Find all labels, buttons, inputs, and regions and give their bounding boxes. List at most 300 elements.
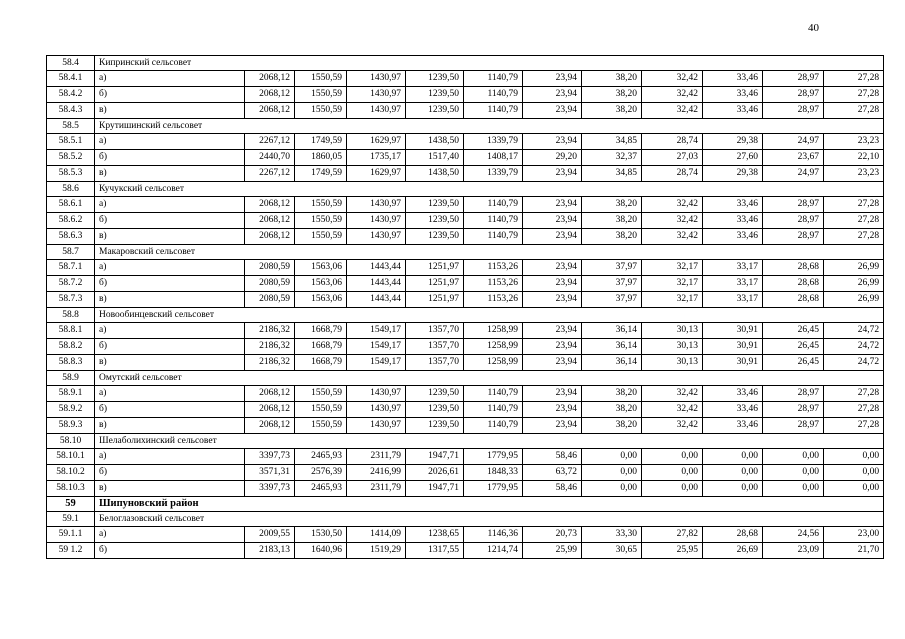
value-cell: 23,94 (523, 71, 582, 87)
value-cell: 1258,99 (464, 339, 523, 355)
value-cell: 27,28 (824, 71, 884, 87)
value-cell: 1140,79 (464, 71, 523, 87)
value-cell: 1563,06 (295, 292, 347, 308)
value-cell: 33,46 (703, 386, 763, 402)
value-cell: 1640,96 (295, 543, 347, 559)
value-cell: 1550,59 (295, 386, 347, 402)
row-code: 58.4.1 (47, 71, 95, 87)
section-header-row (47, 434, 884, 449)
row-code: 58.4.2 (47, 87, 95, 103)
value-cell: 1629,97 (347, 166, 406, 182)
value-cell: 1848,33 (464, 465, 523, 481)
table-row (47, 213, 884, 229)
district-header-row (47, 497, 884, 512)
section-name: Кучукский сельсовет (95, 182, 884, 197)
row-subitem: б) (95, 276, 245, 292)
value-cell: 23,94 (523, 276, 582, 292)
row-subitem: а) (95, 323, 245, 339)
row-code: 58.7.1 (47, 260, 95, 276)
value-cell: 28,97 (763, 386, 824, 402)
value-cell: 24,56 (763, 527, 824, 543)
value-cell: 33,46 (703, 87, 763, 103)
value-cell: 32,42 (642, 402, 703, 418)
value-cell: 0,00 (703, 481, 763, 497)
value-cell: 26,99 (824, 260, 884, 276)
value-cell: 1550,59 (295, 103, 347, 119)
value-cell: 26,99 (824, 292, 884, 308)
value-cell: 24,72 (824, 323, 884, 339)
value-cell: 1779,95 (464, 481, 523, 497)
value-cell: 2267,12 (245, 166, 295, 182)
table-row (47, 150, 884, 166)
value-cell: 1438,50 (406, 166, 464, 182)
value-cell: 24,97 (763, 134, 824, 150)
value-cell: 28,97 (763, 87, 824, 103)
value-cell: 2080,59 (245, 292, 295, 308)
value-cell: 1214,74 (464, 543, 523, 559)
value-cell: 1550,59 (295, 71, 347, 87)
value-cell: 33,30 (582, 527, 642, 543)
value-cell: 2068,12 (245, 418, 295, 434)
section-name: Омутский сельсовет (95, 371, 884, 386)
row-subitem: а) (95, 71, 245, 87)
value-cell: 27,28 (824, 229, 884, 245)
value-cell: 1140,79 (464, 213, 523, 229)
value-cell: 2068,12 (245, 402, 295, 418)
value-cell: 32,17 (642, 260, 703, 276)
table-row (47, 166, 884, 182)
section-header-row (47, 245, 884, 260)
value-cell: 30,91 (703, 339, 763, 355)
value-cell: 1438,50 (406, 134, 464, 150)
value-cell: 0,00 (824, 465, 884, 481)
value-cell: 1668,79 (295, 339, 347, 355)
row-code: 58.8.2 (47, 339, 95, 355)
value-cell: 1251,97 (406, 276, 464, 292)
table-row (47, 229, 884, 245)
row-code: 58.5.1 (47, 134, 95, 150)
section-name: Новообинцевский сельсовет (95, 308, 884, 323)
row-subitem: в) (95, 292, 245, 308)
value-cell: 3397,73 (245, 481, 295, 497)
value-cell: 1443,44 (347, 276, 406, 292)
value-cell: 3571,31 (245, 465, 295, 481)
value-cell: 1430,97 (347, 103, 406, 119)
row-subitem: в) (95, 103, 245, 119)
value-cell: 1430,97 (347, 87, 406, 103)
value-cell: 0,00 (582, 449, 642, 465)
value-cell: 2465,93 (295, 481, 347, 497)
value-cell: 1519,29 (347, 543, 406, 559)
row-code: 58.7 (47, 245, 95, 260)
value-cell: 28,68 (763, 276, 824, 292)
value-cell: 2068,12 (245, 87, 295, 103)
value-cell: 37,97 (582, 276, 642, 292)
row-code: 59 1.2 (47, 543, 95, 559)
value-cell: 28,68 (763, 292, 824, 308)
value-cell: 1947,71 (406, 449, 464, 465)
value-cell: 33,17 (703, 260, 763, 276)
value-cell: 38,20 (582, 103, 642, 119)
value-cell: 1549,17 (347, 323, 406, 339)
value-cell: 22,10 (824, 150, 884, 166)
section-header-row (47, 182, 884, 197)
value-cell: 20,73 (523, 527, 582, 543)
value-cell: 23,94 (523, 402, 582, 418)
row-subitem: а) (95, 386, 245, 402)
table-row (47, 134, 884, 150)
value-cell: 28,74 (642, 134, 703, 150)
value-cell: 38,20 (582, 87, 642, 103)
value-cell: 2465,93 (295, 449, 347, 465)
row-code: 58.5.2 (47, 150, 95, 166)
value-cell: 1430,97 (347, 213, 406, 229)
value-cell: 33,46 (703, 213, 763, 229)
value-cell: 1140,79 (464, 197, 523, 213)
value-cell: 0,00 (703, 465, 763, 481)
value-cell: 1430,97 (347, 197, 406, 213)
value-cell: 23,94 (523, 103, 582, 119)
value-cell: 2068,12 (245, 213, 295, 229)
row-subitem: а) (95, 134, 245, 150)
value-cell: 38,20 (582, 418, 642, 434)
table-row (47, 465, 884, 481)
row-subitem: б) (95, 339, 245, 355)
section-header-row (47, 371, 884, 386)
table-row (47, 323, 884, 339)
value-cell: 27,28 (824, 402, 884, 418)
value-cell: 2311,79 (347, 481, 406, 497)
table-row (47, 339, 884, 355)
value-cell: 33,17 (703, 276, 763, 292)
value-cell: 32,42 (642, 213, 703, 229)
value-cell: 1749,59 (295, 166, 347, 182)
value-cell: 23,94 (523, 386, 582, 402)
row-code: 58.6.1 (47, 197, 95, 213)
value-cell: 2186,32 (245, 339, 295, 355)
value-cell: 34,85 (582, 134, 642, 150)
value-cell: 1239,50 (406, 213, 464, 229)
value-cell: 0,00 (703, 449, 763, 465)
value-cell: 32,37 (582, 150, 642, 166)
value-cell: 1629,97 (347, 134, 406, 150)
row-code: 58.6.2 (47, 213, 95, 229)
value-cell: 28,97 (763, 213, 824, 229)
value-cell: 32,17 (642, 292, 703, 308)
value-cell: 34,85 (582, 166, 642, 182)
value-cell: 2416,99 (347, 465, 406, 481)
value-cell: 27,82 (642, 527, 703, 543)
value-cell: 1357,70 (406, 339, 464, 355)
value-cell: 1258,99 (464, 355, 523, 371)
value-cell: 0,00 (642, 465, 703, 481)
value-cell: 0,00 (642, 449, 703, 465)
value-cell: 33,46 (703, 418, 763, 434)
value-cell: 27,28 (824, 87, 884, 103)
row-code: 58.6.3 (47, 229, 95, 245)
value-cell: 0,00 (763, 465, 824, 481)
value-cell: 1238,65 (406, 527, 464, 543)
row-subitem: в) (95, 418, 245, 434)
value-cell: 28,97 (763, 197, 824, 213)
value-cell: 33,46 (703, 103, 763, 119)
row-code: 58.8 (47, 308, 95, 323)
value-cell: 1517,40 (406, 150, 464, 166)
value-cell: 0,00 (582, 481, 642, 497)
value-cell: 26,45 (763, 323, 824, 339)
value-cell: 27,28 (824, 418, 884, 434)
value-cell: 2183,13 (245, 543, 295, 559)
value-cell: 1258,99 (464, 323, 523, 339)
value-cell: 32,42 (642, 386, 703, 402)
row-code: 58.6 (47, 182, 95, 197)
value-cell: 1239,50 (406, 402, 464, 418)
value-cell: 30,13 (642, 323, 703, 339)
page-number: 40 (808, 22, 819, 34)
value-cell: 1153,26 (464, 292, 523, 308)
value-cell: 23,09 (763, 543, 824, 559)
row-code: 58.7.2 (47, 276, 95, 292)
value-cell: 29,38 (703, 134, 763, 150)
value-cell: 1430,97 (347, 418, 406, 434)
value-cell: 1563,06 (295, 276, 347, 292)
value-cell: 37,97 (582, 292, 642, 308)
value-cell: 38,20 (582, 402, 642, 418)
row-code: 59.1.1 (47, 527, 95, 543)
section-name: Макаровский сельсовет (95, 245, 884, 260)
section-name: Шелаболихинский сельсовет (95, 434, 884, 449)
value-cell: 3397,73 (245, 449, 295, 465)
value-cell: 1239,50 (406, 418, 464, 434)
value-cell: 23,94 (523, 418, 582, 434)
value-cell: 1239,50 (406, 197, 464, 213)
table-row (47, 87, 884, 103)
value-cell: 1550,59 (295, 229, 347, 245)
value-cell: 1550,59 (295, 213, 347, 229)
row-subitem: а) (95, 449, 245, 465)
value-cell: 2068,12 (245, 71, 295, 87)
table-row (47, 543, 884, 559)
value-cell: 23,94 (523, 166, 582, 182)
value-cell: 33,46 (703, 229, 763, 245)
value-cell: 2080,59 (245, 276, 295, 292)
value-cell: 1239,50 (406, 71, 464, 87)
table-row (47, 386, 884, 402)
value-cell: 38,20 (582, 71, 642, 87)
section-header-row (47, 56, 884, 71)
row-subitem: б) (95, 402, 245, 418)
value-cell: 1549,17 (347, 355, 406, 371)
value-cell: 38,20 (582, 213, 642, 229)
value-cell: 28,97 (763, 229, 824, 245)
value-cell: 36,14 (582, 355, 642, 371)
value-cell: 32,42 (642, 229, 703, 245)
table-row (47, 418, 884, 434)
value-cell: 26,99 (824, 276, 884, 292)
value-cell: 58,46 (523, 449, 582, 465)
table-row (47, 276, 884, 292)
value-cell: 23,67 (763, 150, 824, 166)
value-cell: 25,99 (523, 543, 582, 559)
row-subitem: б) (95, 213, 245, 229)
value-cell: 1530,50 (295, 527, 347, 543)
value-cell: 2068,12 (245, 197, 295, 213)
row-subitem: в) (95, 166, 245, 182)
row-code: 58.5.3 (47, 166, 95, 182)
value-cell: 1140,79 (464, 418, 523, 434)
value-cell: 26,45 (763, 355, 824, 371)
value-cell: 1140,79 (464, 103, 523, 119)
value-cell: 38,20 (582, 197, 642, 213)
value-cell: 24,97 (763, 166, 824, 182)
row-subitem: б) (95, 87, 245, 103)
value-cell: 1550,59 (295, 197, 347, 213)
table-row (47, 527, 884, 543)
row-code: 58.9 (47, 371, 95, 386)
row-code: 58.10 (47, 434, 95, 449)
value-cell: 1430,97 (347, 402, 406, 418)
table-body (47, 56, 884, 559)
value-cell: 1153,26 (464, 260, 523, 276)
value-cell: 1339,79 (464, 134, 523, 150)
value-cell: 36,14 (582, 323, 642, 339)
row-code: 58.9.3 (47, 418, 95, 434)
table-row (47, 260, 884, 276)
section-name: Крутишинский сельсовет (95, 119, 884, 134)
section-header-row (47, 512, 884, 527)
value-cell: 36,14 (582, 339, 642, 355)
value-cell: 30,13 (642, 339, 703, 355)
row-code: 58.9.2 (47, 402, 95, 418)
value-cell: 0,00 (642, 481, 703, 497)
value-cell: 2440,70 (245, 150, 295, 166)
value-cell: 1430,97 (347, 71, 406, 87)
row-subitem: в) (95, 481, 245, 497)
row-subitem: б) (95, 465, 245, 481)
value-cell: 2576,39 (295, 465, 347, 481)
value-cell: 2267,12 (245, 134, 295, 150)
row-code: 58.8.3 (47, 355, 95, 371)
table-row (47, 103, 884, 119)
value-cell: 2068,12 (245, 103, 295, 119)
value-cell: 28,97 (763, 418, 824, 434)
value-cell: 0,00 (763, 449, 824, 465)
row-code: 58.10.3 (47, 481, 95, 497)
value-cell: 32,42 (642, 418, 703, 434)
section-header-row (47, 308, 884, 323)
value-cell: 1860,05 (295, 150, 347, 166)
value-cell: 1443,44 (347, 292, 406, 308)
value-cell: 2186,32 (245, 323, 295, 339)
value-cell: 28,97 (763, 402, 824, 418)
value-cell: 26,69 (703, 543, 763, 559)
value-cell: 1443,44 (347, 260, 406, 276)
row-subitem: а) (95, 260, 245, 276)
value-cell: 28,68 (763, 260, 824, 276)
value-cell: 1140,79 (464, 229, 523, 245)
value-cell: 27,28 (824, 197, 884, 213)
value-cell: 27,60 (703, 150, 763, 166)
value-cell: 23,23 (824, 166, 884, 182)
value-cell: 63,72 (523, 465, 582, 481)
value-cell: 23,94 (523, 323, 582, 339)
value-cell: 1140,79 (464, 402, 523, 418)
value-cell: 24,72 (824, 339, 884, 355)
value-cell: 1317,55 (406, 543, 464, 559)
row-subitem: б) (95, 150, 245, 166)
value-cell: 2026,61 (406, 465, 464, 481)
value-cell: 0,00 (763, 481, 824, 497)
value-cell: 1947,71 (406, 481, 464, 497)
value-cell: 0,00 (824, 481, 884, 497)
value-cell: 28,68 (703, 527, 763, 543)
value-cell: 27,28 (824, 213, 884, 229)
value-cell: 2009,55 (245, 527, 295, 543)
value-cell: 28,97 (763, 71, 824, 87)
value-cell: 2068,12 (245, 386, 295, 402)
value-cell: 1668,79 (295, 323, 347, 339)
value-cell: 1153,26 (464, 276, 523, 292)
value-cell: 32,42 (642, 103, 703, 119)
row-code: 58.8.1 (47, 323, 95, 339)
section-name: Белоглазовский сельсовет (95, 512, 884, 527)
table-row (47, 481, 884, 497)
value-cell: 23,23 (824, 134, 884, 150)
value-cell: 32,42 (642, 87, 703, 103)
value-cell: 24,72 (824, 355, 884, 371)
value-cell: 1146,36 (464, 527, 523, 543)
value-cell: 1549,17 (347, 339, 406, 355)
table-row (47, 197, 884, 213)
table-row (47, 402, 884, 418)
section-name: Кипринский сельсовет (95, 56, 884, 71)
value-cell: 23,00 (824, 527, 884, 543)
row-subitem: в) (95, 355, 245, 371)
value-cell: 1339,79 (464, 166, 523, 182)
table-row (47, 71, 884, 87)
value-cell: 1140,79 (464, 87, 523, 103)
value-cell: 2186,32 (245, 355, 295, 371)
value-cell: 30,65 (582, 543, 642, 559)
section-header-row (47, 119, 884, 134)
value-cell: 28,74 (642, 166, 703, 182)
value-cell: 1550,59 (295, 402, 347, 418)
value-cell: 1550,59 (295, 418, 347, 434)
value-cell: 1357,70 (406, 355, 464, 371)
value-cell: 2080,59 (245, 260, 295, 276)
row-code: 58.4.3 (47, 103, 95, 119)
value-cell: 1430,97 (347, 229, 406, 245)
value-cell: 1357,70 (406, 323, 464, 339)
row-subitem: а) (95, 527, 245, 543)
value-cell: 23,94 (523, 197, 582, 213)
value-cell: 30,91 (703, 355, 763, 371)
row-code: 59 (47, 497, 95, 512)
row-code: 58.7.3 (47, 292, 95, 308)
row-subitem: б) (95, 543, 245, 559)
value-cell: 1239,50 (406, 87, 464, 103)
value-cell: 23,94 (523, 134, 582, 150)
value-cell: 37,97 (582, 260, 642, 276)
row-code: 58.10.1 (47, 449, 95, 465)
value-cell: 1563,06 (295, 260, 347, 276)
value-cell: 0,00 (824, 449, 884, 465)
value-cell: 25,95 (642, 543, 703, 559)
row-subitem: а) (95, 197, 245, 213)
row-code: 58.5 (47, 119, 95, 134)
tariff-table (46, 55, 884, 559)
row-subitem: в) (95, 229, 245, 245)
